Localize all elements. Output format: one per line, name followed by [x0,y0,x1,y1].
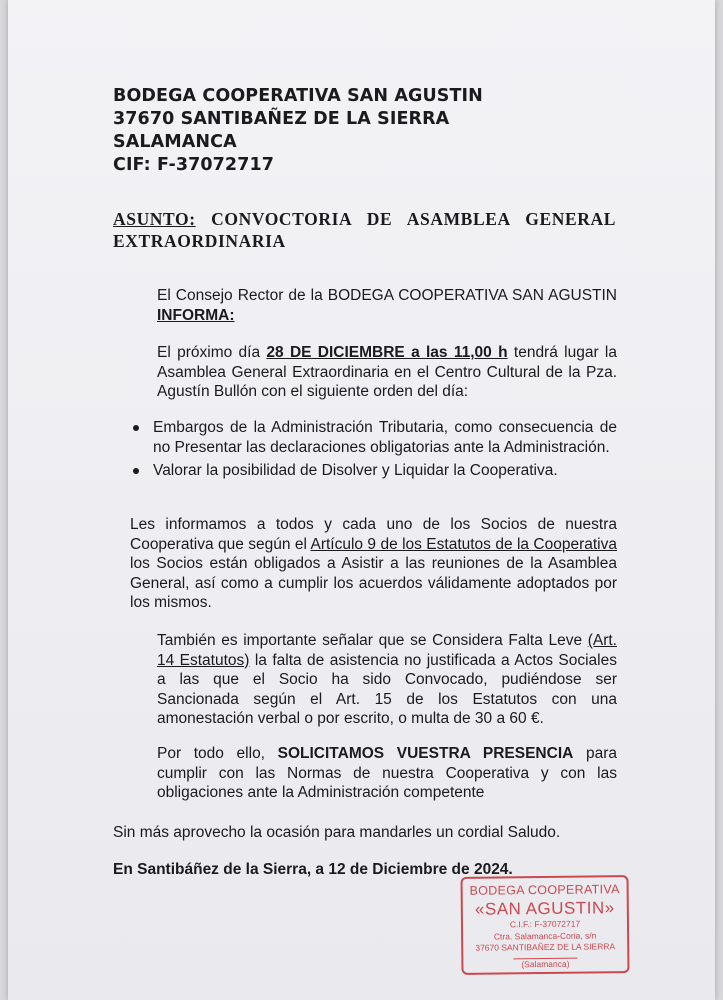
sender-province: SALAMANCA [113,132,237,152]
agenda-item: Valorar la posibilidad de Disolver y Liquidar la Cooperativa. [113,461,617,481]
meeting-prefix: El próximo día [157,344,261,361]
stamp-line-3: C.I.F.: F-37072717 [509,918,581,930]
obligation-suffix: los Socios están obligados a Asistir a las reuniones de la Asamblea General, así como a cumplir los acuerdos válidamente adoptados por los mismos. [130,555,617,611]
subject-label: ASUNTO: [113,209,196,229]
sender-block [113,85,593,177]
meeting-suffix: tendrá lugar la Asamblea General Extraordinaria en el Centro Cultural de la Pza. Agustín Bullón con el siguiente orden del día: [157,344,617,400]
subject-line1: CONVOCTORIA DE ASAMBLEA GENERAL [211,209,616,229]
place-date-line: En Santibáñez de la Sierra, a 12 de Diciembre de 2024. [113,861,513,878]
bullet-dot-icon [133,425,139,431]
penalty-suffix: la falta de asistencia no justificada a Actos Sociales a las que el Socio ha sido Convocado, pudiéndose ser Sancionada según el Art. 15 de los Estatutos con una amonestación verbal o por escrito, o multa de 30 a 60 €. [157,651,617,727]
subject-block [113,208,616,252]
meeting-date: 28 DE DICIEMBRE a las 11,00 h [266,344,508,361]
stamp-line-4: Ctra. Salamanca-Coria, s/n [493,929,597,942]
subject-line2: EXTRAORDINARIA [113,231,286,251]
request-emphasis: SOLICITAMOS VUESTRA PRESENCIA [277,745,574,762]
sender-address: 37670 SANTIBAÑEZ DE LA SIERRA [113,109,450,129]
cooperative-stamp [460,875,629,975]
intro-emphasis: INFORMA: [157,306,235,324]
obligation-reference: Artículo 9 de los Estatutos de la Cooperativa [310,535,617,553]
intro-paragraph [113,286,617,325]
sender-cif: CIF: F-37072717 [113,155,275,175]
penalty-reference: (Art. 14 Estatutos) [157,632,617,669]
bullet-dot-icon [133,468,139,474]
agenda-item: Embargos de la Administración Tributaria, como consecuencia de no Presentar las declaraciones obligatorias ante la Administración. [113,418,617,457]
sender-name: BODEGA COOPERATIVA SAN AGUSTIN [113,86,483,106]
request-paragraph [113,744,617,803]
penalty-prefix: También es importante señalar que se Considera Falta Leve [157,632,583,649]
obligation-prefix: Les informamos a todos y cada uno de los Socios de nuestra Cooperativa que según el [130,516,617,553]
stamp-line-2: «SAN AGUSTIN» [474,898,615,919]
penalty-paragraph [113,631,617,729]
request-suffix: para cumplir con las Normas de nuestra Cooperativa y con las obligaciones ante la Administración competente [157,745,617,801]
request-prefix: Por todo ello, [157,745,265,762]
stamp-line-5: 37670 SANTIBAÑEZ DE LA SIERRA [475,941,616,953]
intro-text: El Consejo Rector de la BODEGA COOPERATIVA SAN AGUSTIN [157,287,617,304]
closing-line: Sin más aprovecho la ocasión para mandarles un cordial Saludo. [113,824,561,841]
agenda-list [113,418,617,485]
stamp-line-6: (Salamanca) [513,957,577,970]
stamp-line-1: BODEGA COOPERATIVA [469,882,620,898]
obligation-paragraph [113,515,617,613]
meeting-paragraph [113,343,617,402]
